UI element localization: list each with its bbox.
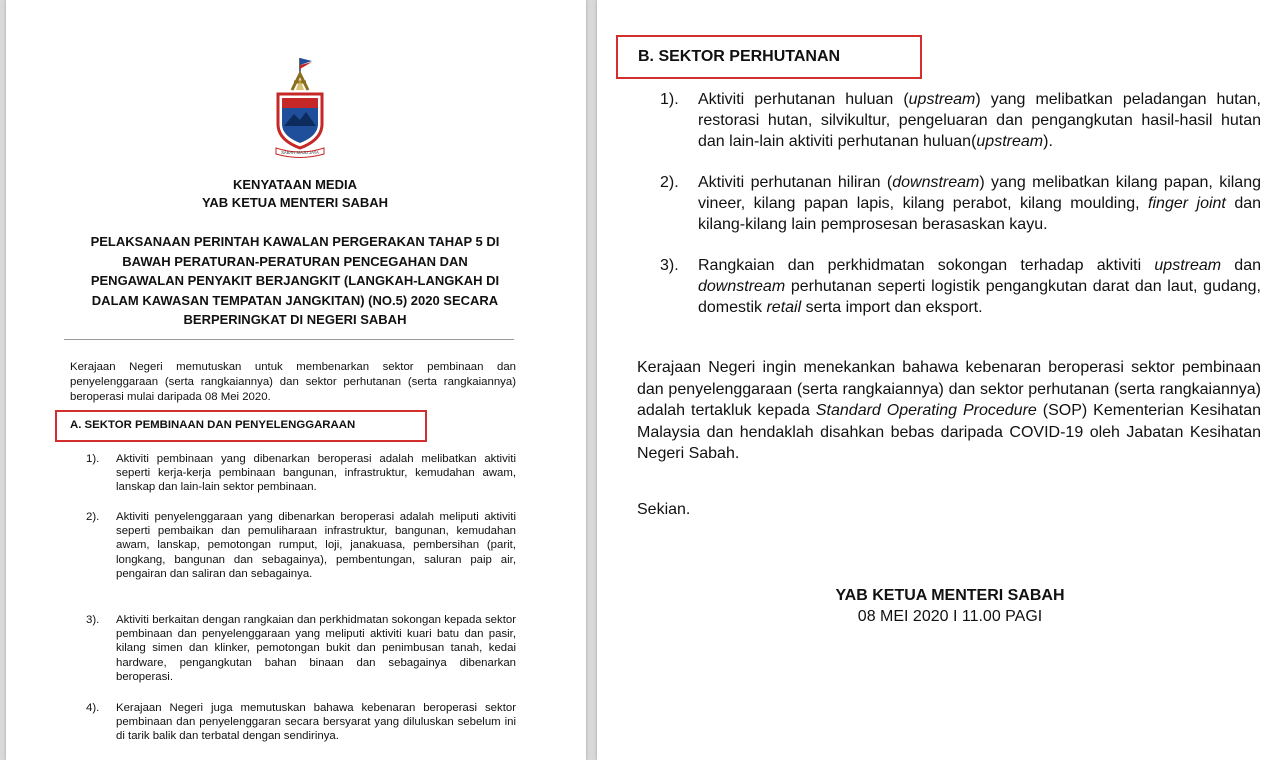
italic-run: finger joint bbox=[1148, 195, 1226, 212]
item-text bbox=[698, 89, 1261, 152]
media-heading bbox=[60, 176, 530, 212]
text-run: Kerajaan Negeri ingin menekankan bahawa kebenaran beroperasi sektor pembinaan dan penyelenggaraan (serta rangkaiannya) dan sektor perhutanan (serta rangkaiannya) adalah tertakluk kepada bbox=[637, 359, 1261, 419]
section-a-heading: A. SEKTOR PEMBINAAN DAN PENYELENGGARAAN bbox=[70, 419, 356, 431]
text-run: Aktiviti perhutanan hiliran ( bbox=[698, 174, 893, 191]
item-number: 2). bbox=[86, 511, 100, 523]
media-heading-line: KENYATAAN MEDIA bbox=[233, 177, 357, 192]
item-text: Aktiviti berkaitan dengan rangkaian dan perkhidmatan sokongan kepada sektor pembinaan dan penyelenggaraan yang meliputi aktiviti kuari batu dan pasir, kilang simen dan klinker, pemotongan bukit dan penimbusan tanah, kedai hardware, pengangkutan bahan binaan dan sebagainya dibenarkan beroperasi. bbox=[116, 614, 516, 683]
text-run: Aktiviti perhutanan huluan ( bbox=[698, 91, 909, 108]
title-line: PELAKSANAAN PERINTAH KAWALAN PERGERAKAN TAHAP 5 DI bbox=[90, 234, 500, 249]
media-heading-line: YAB KETUA MENTERI SABAH bbox=[201, 195, 389, 210]
item-number: 1). bbox=[660, 91, 679, 108]
intro-paragraph: Kerajaan Negeri memutuskan untuk membenarkan sektor pembinaan dan penyelenggaraan (serta rangkaiannya) dan sektor perhutanan (serta rangkaiannya) beroperasi mulai daripada 08 Mei 2020. bbox=[70, 361, 516, 403]
section-b-heading: B. SEKTOR PERHUTANAN bbox=[638, 48, 841, 65]
item-text: Aktiviti penyelenggaraan yang dibenarkan beroperasi adalah meliputi aktiviti seperti pembaikan dan pemuliharaan infrastruktur, bangunan, kemudahan awam, lanskap, pemotongan rumput, loji, janakuasa, pembersihan (parit, longkang, bangunan dan sebagainya), pembentungan, saluran paip air, pengairan dan saliran dan sebagainya. bbox=[116, 511, 516, 580]
closing-paragraph bbox=[637, 357, 1261, 465]
item-text bbox=[698, 255, 1261, 318]
italic-run: upstream bbox=[976, 133, 1044, 150]
item-text: Aktiviti pembinaan yang dibenarkan beroperasi adalah melibatkan aktiviti seperti kerja-kerja pembinaan bangunan, infrastruktur, kemudahan awam, lanskap dan lain-lain sektor pembinaan. bbox=[116, 453, 516, 494]
text-run: ) yang melibatkan peladangan hutan, restorasi hutan, silvikultur, pengeluaran dan pengangkutan hasil-hasil hutan dan lain-lain aktiviti perhutanan huluan( bbox=[698, 91, 1261, 150]
text-run: ). bbox=[1043, 133, 1053, 150]
divider-line bbox=[64, 339, 514, 340]
italic-run: downstream bbox=[892, 174, 980, 191]
text-run: (SOP) Kementerian Kesihatan Malaysia dan hendaklah disahkan bebas daripada COVID-19 oleh Jabatan Kesihatan Negeri Sabah. bbox=[637, 402, 1261, 462]
item-number: 3). bbox=[86, 614, 100, 626]
sabah-crest-logo bbox=[270, 52, 330, 162]
italic-run: upstream bbox=[908, 91, 976, 108]
title-line: BERPERINGKAT DI NEGERI SABAH bbox=[183, 312, 407, 327]
item-number: 3). bbox=[660, 257, 679, 274]
italic-run: Standard Operating Procedure bbox=[815, 402, 1037, 419]
title-line: DALAM KAWASAN TEMPATAN JANGKITAN) (NO.5) 2020 SECARA bbox=[91, 292, 499, 308]
text-run: dan bbox=[1221, 257, 1261, 274]
signature-title: YAB KETUA MENTERI SABAH bbox=[835, 587, 1065, 604]
title-line: PENGAWALAN PENYAKIT BERJANGKIT (LANGKAH-LANGKAH DI bbox=[90, 273, 500, 288]
crest-motto: SABAH MAJU JAYA bbox=[281, 150, 319, 155]
text-run: dan kilang-kilang lain pemprosesan berasaskan kayu. bbox=[698, 195, 1262, 233]
italic-run: retail bbox=[766, 299, 802, 316]
signature-date: 08 MEI 2020 I 11.00 PAGI bbox=[857, 608, 1043, 625]
item-text: Kerajaan Negeri juga memutuskan bahawa kebenaran beroperasi sektor pembinaan dan penyelenggaran secara bersyarat yang diluluskan sebelum ini di tarik balik dan terbatal dengan sendirinya. bbox=[116, 702, 516, 743]
item-number: 4). bbox=[86, 702, 100, 714]
item-number: 1). bbox=[86, 453, 100, 465]
text-run: perhutanan seperti logistik pengangkutan darat dan laut, gudang, domestik bbox=[698, 278, 1261, 316]
document-title bbox=[60, 232, 530, 330]
title-line: BAWAH PERATURAN-PERATURAN PENCEGAHAN DAN bbox=[122, 253, 468, 269]
item-text bbox=[698, 172, 1261, 235]
italic-run: downstream bbox=[698, 278, 786, 295]
text-run: Rangkaian dan perkhidmatan sokongan terhadap aktiviti bbox=[698, 257, 1155, 274]
text-run: serta import dan eksport. bbox=[801, 299, 983, 316]
italic-run: upstream bbox=[1154, 257, 1222, 274]
text-run: ) yang melibatkan kilang papan, kilang vineer, kilang papan lapis, kilang perabot, kilang moulding, bbox=[698, 174, 1261, 212]
item-number: 2). bbox=[660, 174, 679, 191]
sign-off-text: Sekian. bbox=[637, 501, 691, 518]
